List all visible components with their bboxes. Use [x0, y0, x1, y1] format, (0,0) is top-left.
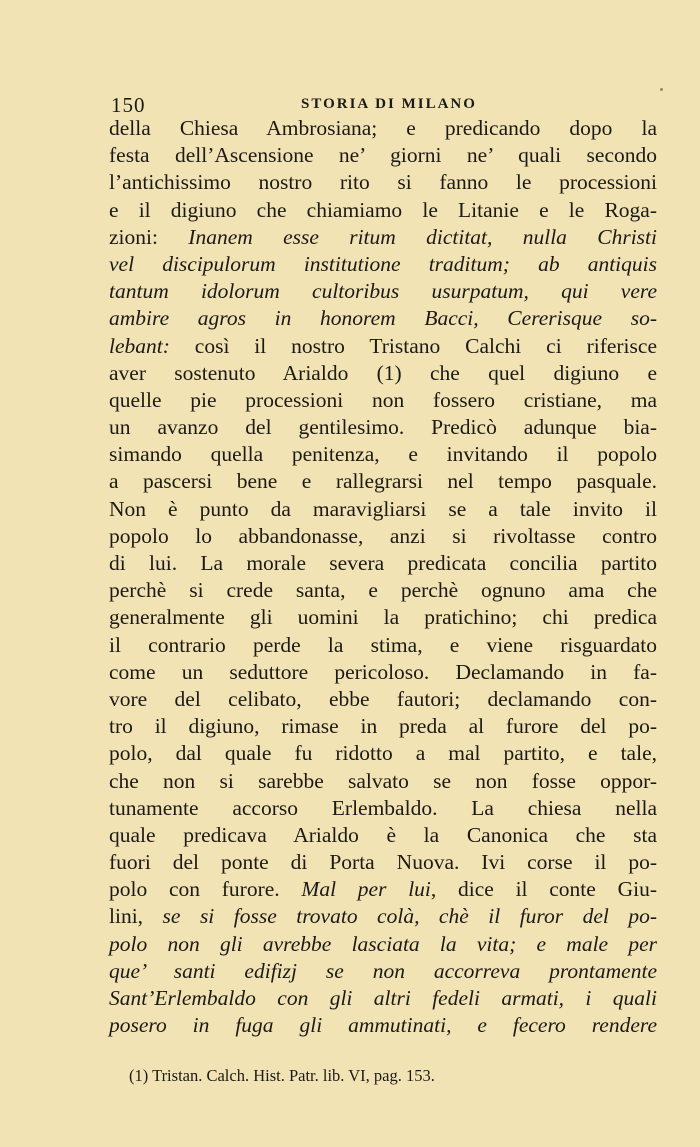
text-line [109, 333, 657, 360]
text-line [109, 414, 657, 441]
italic-segment: lebant: [109, 333, 170, 358]
text-line [109, 822, 657, 849]
text-segment: popolo lo abbandonasse, anzi si rivoltasse contro [109, 523, 657, 548]
text-segment: generalmente gli uomini la pratichino; chi predica [109, 605, 657, 630]
text-line [109, 632, 657, 659]
italic-segment: que’ santi edifizj se non accorreva prontamente [109, 958, 657, 983]
text-segment: il contrario perde la stima, e viene risguardato [109, 632, 657, 657]
text-line [109, 713, 657, 740]
page-number: 150 [111, 93, 146, 117]
text-line [109, 849, 657, 876]
text-segment: a pascersi bene e rallegrarsi nel tempo pasquale. [109, 469, 657, 494]
italic-segment: Mal per lui [301, 877, 431, 902]
text-segment: l’antichissimo nostro rito si fanno le processioni [109, 170, 657, 195]
text-line [109, 251, 657, 278]
text-segment: quelle pie processioni non fossero cristiane, ma [109, 387, 657, 412]
text-segment: perchè si crede santa, e perchè ognuno ama che [109, 578, 657, 603]
text-line [109, 496, 657, 523]
text-line [109, 876, 657, 903]
text-segment: Non è punto da maravigliarsi se a tale invito il [109, 496, 657, 521]
text-segment: vore del celibato, ebbe fautori; declamando con- [109, 686, 657, 711]
text-segment: un avanzo del gentilesimo. Predicò adunque bia- [109, 415, 657, 440]
italic-segment: posero in fuga gli ammutinati, e fecero rendere [109, 1013, 657, 1038]
text-line [109, 523, 657, 550]
text-segment: polo con furore. [109, 877, 302, 902]
text-line [109, 958, 657, 985]
text-line [109, 169, 657, 196]
text-segment: simando quella penitenza, e invitando il popolo [109, 442, 657, 467]
text-line [109, 468, 657, 495]
text-line [109, 550, 657, 577]
text-line [109, 142, 657, 169]
running-title: STORIA DI MILANO [301, 96, 477, 112]
text-segment: aver sostenuto Arialdo (1) che quel digiuno e [109, 360, 657, 385]
text-line [109, 115, 657, 142]
text-line [109, 768, 657, 795]
text-line [109, 1012, 657, 1039]
text-segment: lini, [109, 904, 163, 929]
text-line [109, 931, 657, 958]
italic-segment: tantum idolorum cultoribus usurpatum, qui vere [109, 279, 657, 304]
text-line [109, 604, 657, 631]
italic-segment: polo non gli avrebbe lasciata la vita; e male per [109, 931, 657, 956]
text-segment: tro il digiuno, rimase in preda al furore del po- [109, 714, 657, 739]
text-segment: quale predicava Arialdo è la Canonica che sta [109, 822, 657, 847]
text-line [109, 360, 657, 387]
text-segment: , dice il conte Giu- [430, 877, 657, 902]
italic-segment: ambire agros in honorem Bacci, Cererisque so- [109, 306, 657, 331]
text-line [109, 305, 657, 332]
text-line [109, 659, 657, 686]
italic-segment: Inanem esse ritum dictitat, nulla Christi [188, 224, 657, 249]
text-segment: così il nostro Tristano Calchi ci riferisce [169, 333, 657, 358]
text-line [109, 985, 657, 1012]
text-line [109, 197, 657, 224]
body-text [109, 115, 657, 1039]
italic-segment: Sant’Erlembaldo con gli altri fedeli armati, i quali [109, 986, 657, 1010]
text-line [109, 278, 657, 305]
text-line [109, 686, 657, 713]
text-line [109, 795, 657, 822]
text-line [109, 903, 657, 930]
text-segment: e il digiuno che chiamiamo le Litanie e le Roga- [109, 197, 657, 222]
italic-segment: vel discipulorum institutione traditum; ab antiquis [109, 251, 657, 276]
text-segment: polo, dal quale fu ridotto a mal partito, e tale, [109, 741, 657, 766]
text-segment: di lui. La morale severa predicata concilia partito [109, 551, 657, 575]
text-segment: tunamente accorso Erlembaldo. La chiesa nella [109, 795, 657, 820]
text-segment: della Chiesa Ambrosiana; e predicando dopo la [109, 116, 657, 140]
text-segment: zioni: [109, 224, 189, 249]
text-segment: come un seduttore pericoloso. Declamando in fa- [109, 659, 657, 684]
text-line [109, 441, 657, 468]
italic-segment: se si fosse trovato colà, chè il furor del po- [162, 904, 658, 929]
text-line [109, 387, 657, 414]
text-segment: che non si sarebbe salvato se non fosse oppor- [109, 768, 657, 793]
text-line [109, 577, 657, 604]
text-segment: festa dell’Ascensione ne’ giorni ne’ quali secondo [109, 143, 657, 168]
text-line [109, 224, 657, 251]
text-segment: fuori del ponte di Porta Nuova. Ivi corse il po- [109, 850, 657, 875]
text-line [109, 740, 657, 767]
paper-speck [660, 88, 663, 91]
footnote: (1) Tristan. Calch. Hist. Patr. lib. VI, pag. 153. [129, 1066, 435, 1085]
